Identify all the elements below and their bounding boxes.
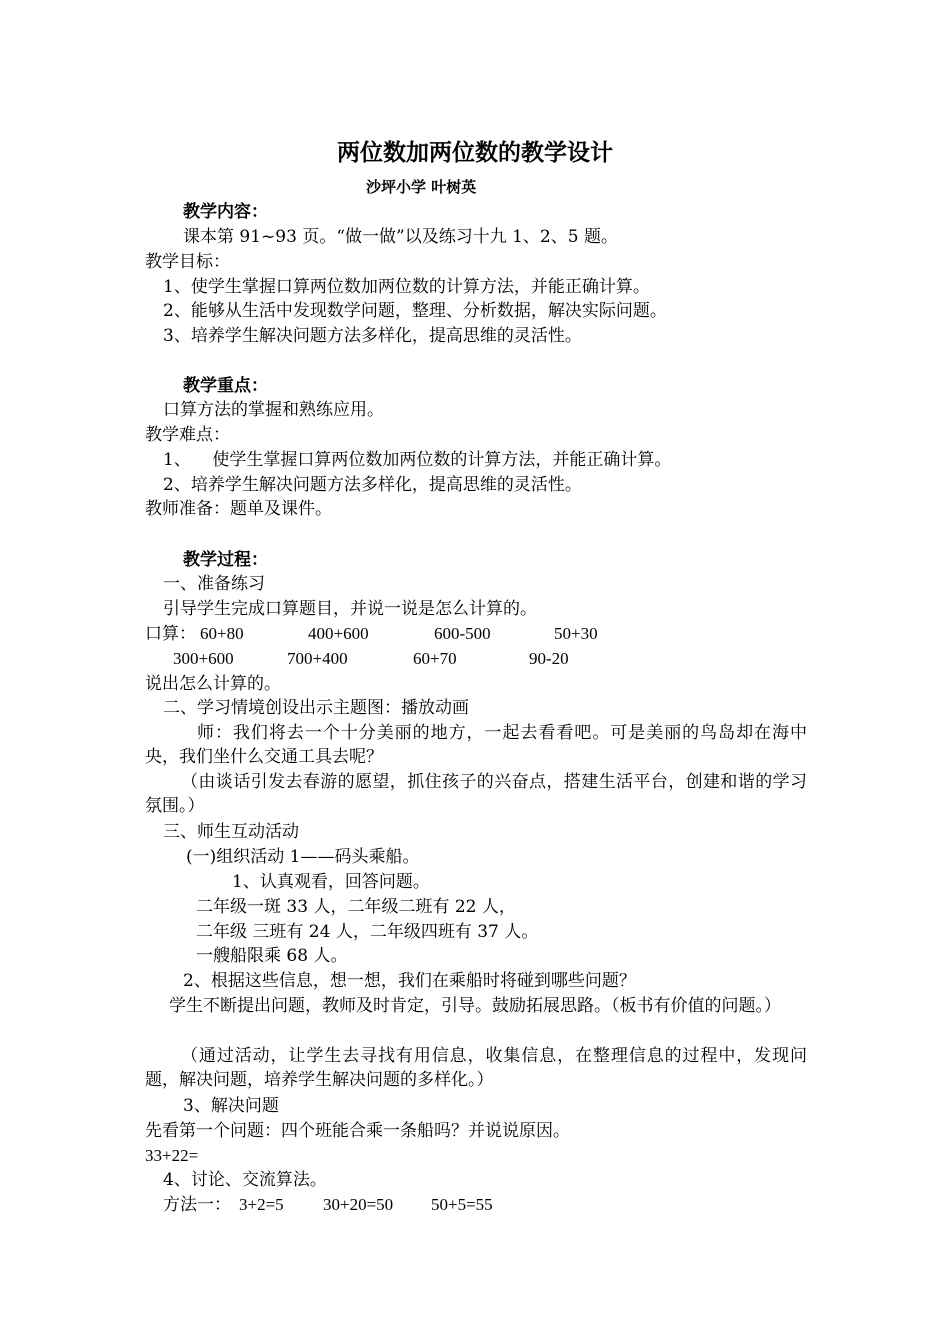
oral-label: 口算： <box>145 624 196 644</box>
oral-item: 60+70 <box>413 649 457 668</box>
section-2-title: 二、学习情境创设出示主题图：播放动画 <box>163 698 469 718</box>
step-3-question: 先看第一个问题：四个班能合乘一条船吗？并说说原因。 <box>145 1121 570 1141</box>
difficulty-heading: 教学难点： <box>145 425 230 445</box>
info-line: 一艘船限乘 68 人。 <box>196 946 348 966</box>
goal-item: 2、能够从生活中发现数学问题，整理、分析数据，解决实际问题。 <box>163 301 667 321</box>
equation: 33+22= <box>145 1146 199 1165</box>
method-1-label: 方法一： <box>163 1195 231 1215</box>
content-heading: 教学内容： <box>183 202 268 222</box>
goal-item: 3、培养学生解决问题方法多样化，提高思维的灵活性。 <box>163 326 582 346</box>
content-text: 课本第 91~93 页。“做一做”以及练习十九 1、2、5 题。 <box>183 227 618 247</box>
oral-item: 50+30 <box>554 624 598 643</box>
section-2-paragraph-1: 师：我们将去一个十分美丽的地方，一起去看看吧。可是美丽的鸟岛却在海中央，我们坐什么交通工具去呢？ <box>145 723 807 767</box>
process-heading: 教学过程： <box>183 550 268 570</box>
oral-item: 700+400 <box>287 649 348 668</box>
section-1-text: 引导学生完成口算题目，并说一说是怎么计算的。 <box>163 599 537 619</box>
oral-item: 600-500 <box>434 624 491 643</box>
step-2-paragraph: 学生不断提出问题，教师及时肯定，引导。鼓励拓展思路。（板书有价值的问题。） <box>169 996 781 1016</box>
step-2-note: （通过活动，让学生去寻找有用信息，收集信息，在整理信息的过程中，发现问题，解决问题，培养学生解决问题的多样化。） <box>145 1046 807 1090</box>
section-3-title: 三、师生互动活动 <box>163 822 299 842</box>
key-heading: 教学重点： <box>183 376 268 396</box>
step-3: 3、解决问题 <box>183 1096 279 1116</box>
difficulty-item: 2、培养学生解决问题方法多样化，提高思维的灵活性。 <box>163 475 582 495</box>
goals-heading: 教学目标： <box>145 252 230 272</box>
method-1-step: 3+2=5 <box>239 1195 284 1214</box>
step-1: 1、认真观看，回答问题。 <box>232 872 430 892</box>
info-line: 二年级 三班有 24 人，二年级四班有 37 人。 <box>196 922 539 942</box>
key-text: 口算方法的掌握和熟练应用。 <box>163 400 384 420</box>
oral-item: 400+600 <box>308 624 369 643</box>
section-1-title: 一、准备练习 <box>163 574 265 594</box>
info-line: 二年级一斑 33 人，二年级二班有 22 人， <box>196 897 516 917</box>
oral-item: 60+80 <box>200 624 244 643</box>
author-line: 沙坪小学 叶树英 <box>366 178 477 196</box>
oral-item: 90-20 <box>529 649 569 668</box>
section-2-paragraph-2: （由谈话引发去春游的愿望，抓住孩子的兴奋点，搭建生活平台，创建和谐的学习氛围。） <box>145 772 807 816</box>
goal-item: 1、使学生掌握口算两位数加两位数的计算方法，并能正确计算。 <box>163 277 650 297</box>
difficulty-item: 1、 使学生掌握口算两位数加两位数的计算方法，并能正确计算。 <box>163 450 672 470</box>
method-1-step: 50+5=55 <box>431 1195 493 1214</box>
activity-1-title: (一)组织活动 1——码头乘船。 <box>186 847 420 867</box>
step-2: 2、根据这些信息，想一想，我们在乘船时将碰到哪些问题？ <box>183 971 636 991</box>
oral-item: 300+600 <box>173 649 234 668</box>
method-1-step: 30+20=50 <box>323 1195 394 1214</box>
document-title: 两位数加两位数的教学设计 <box>337 140 613 166</box>
prep-text: 教师准备：题单及课件。 <box>145 499 332 519</box>
step-4: 4、讨论、交流算法。 <box>163 1170 327 1190</box>
oral-after: 说出怎么计算的。 <box>145 674 281 694</box>
